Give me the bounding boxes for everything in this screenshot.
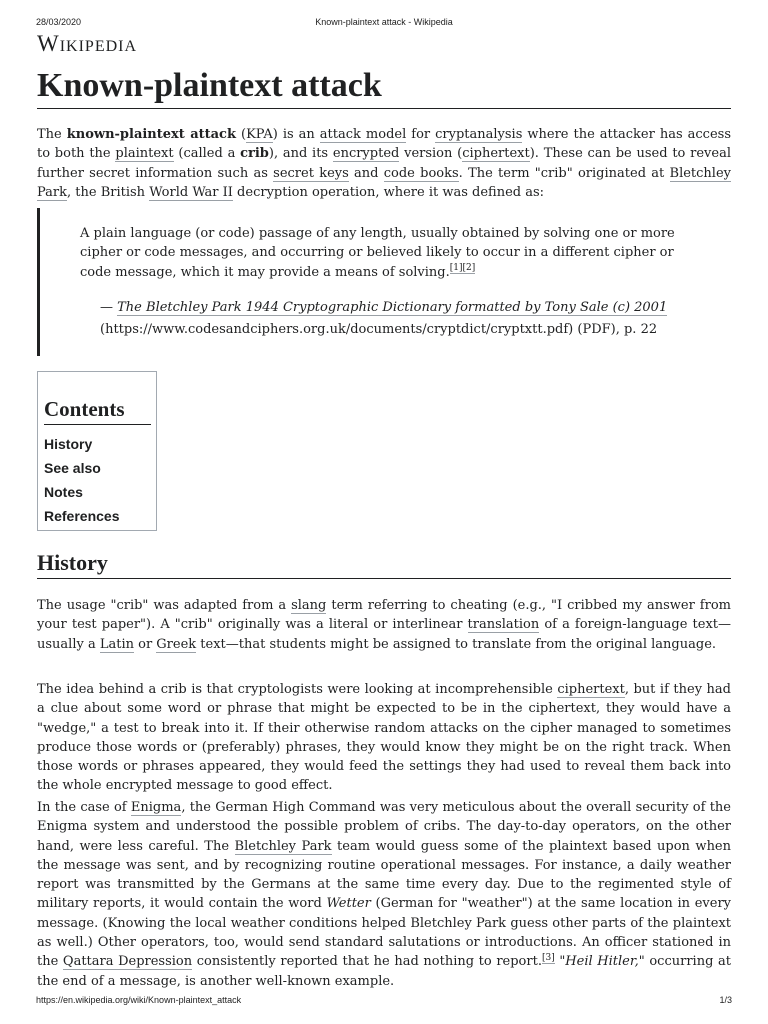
toc-item-references[interactable]: References xyxy=(44,508,120,524)
link-enigma[interactable]: Enigma xyxy=(130,800,182,815)
link-cryptanalysis[interactable]: cryptanalysis xyxy=(435,127,523,142)
link-qattara-depression[interactable]: Qattara Depression xyxy=(62,954,193,970)
link-slang[interactable]: slang xyxy=(291,598,327,613)
ref-1-link[interactable]: [1] xyxy=(449,263,463,274)
link-code-books[interactable]: code books xyxy=(383,165,459,181)
wordmark-rest: ikipedia xyxy=(59,31,138,56)
link-ciphertext[interactable]: ciphertext xyxy=(462,146,530,162)
print-header xyxy=(0,17,768,31)
definition-blockquote xyxy=(37,208,728,356)
section-heading-history: History xyxy=(37,548,731,579)
print-footer xyxy=(0,995,768,1009)
link-world-war-ii[interactable]: World War II xyxy=(149,184,233,200)
source-url: (https://www.codesandciphers.org.uk/documents/cryptdict/cryptxtt.pdf) xyxy=(100,322,574,337)
ref-2-link[interactable]: [2] xyxy=(462,263,476,274)
wordmark-initial: W xyxy=(37,31,60,56)
ref-3-link[interactable]: [3] xyxy=(541,953,555,964)
history-paragraph-1: The usage "crib" was adapted from a slang term referring to cheating (e.g., "I cribbed my answer from your test paper"). A "crib" originally was a literal or interlinear translation of a foreign-language text—usually a Latin or Greek text—that students might be assigned to translate from the original language. xyxy=(37,598,731,652)
link-secret-keys[interactable]: secret keys xyxy=(273,165,349,181)
history-paragraph-2: The idea behind a crib is that cryptologists were looking at incomprehensible ciphertext, but if they had a clue about some word or phrase that might be expected to be in the ciphertext, they would have a "wedge," a test to break into it. If their otherwise random attacks on the cipher managed to sometimes produce those words or (preferably) phrases, they would know they might be on the right track. When those words or phrases appeared, they would feed the settings they had used to reveal them back into the whole encrypted message to good effect. xyxy=(37,682,731,794)
link-ciphertext-2[interactable]: ciphertext xyxy=(557,682,625,697)
source-link[interactable]: The Bletchley Park 1944 Cryptographic Dictionary formatted by Tony Sale (c) 2001 xyxy=(117,300,668,315)
print-date: 28/03/2020 xyxy=(36,17,82,27)
link-bletchley-park[interactable]: Bletchley Park xyxy=(37,165,731,200)
wikipedia-wordmark[interactable] xyxy=(37,31,137,57)
toc-heading: Contents xyxy=(44,397,151,425)
toc-item-history[interactable]: History xyxy=(44,436,93,452)
toc-item-see-also[interactable]: See also xyxy=(44,460,101,476)
term-wetter: Wetter xyxy=(326,896,371,912)
print-url: https://en.wikipedia.org/wiki/Known-plaintext_attack xyxy=(36,995,242,1005)
link-latin[interactable]: Latin xyxy=(99,636,134,652)
link-plaintext[interactable]: plaintext xyxy=(115,146,174,162)
link-encrypted[interactable]: encrypted xyxy=(332,146,400,162)
link-attack-model[interactable]: attack model xyxy=(319,127,407,142)
link-kpa[interactable]: KPA xyxy=(246,127,273,142)
quote-text: A plain language (or code) passage of any length, usually obtained by solving one or more cipher or code messages, and occurring or believed likely to occur in a different cipher or code message, which it may provide a means of solving.[1][2] xyxy=(80,226,675,280)
toc-item-notes[interactable]: Notes xyxy=(44,484,83,500)
term-heil-hitler: "Heil Hitler," xyxy=(559,954,645,970)
print-page-number: 1/3 xyxy=(719,995,732,1005)
history-paragraph-3: In the case of Enigma, the German High Command was very meticulous about the overall security of the Enigma system and understood the possible problem of cribs. The day-to-day operators, on the other hand, were less careful. The Bletchley Park team would guess some of the plaintext based upon when the message was sent, and by recognizing routine operational messages. For instance, a daily weather report was transmitted by the Germans at the same time every day. Due to the regimented style of military reports, it would contain the word Wetter (German for "weather") at the same location in every message. (Knowing the local weather conditions helped Bletchley Park guess other parts of the plaintext as well.) Other operators, too, would send standard salutations or introductions. An officer stationed in the Qattara Depression consistently reported that he had nothing to report.[3] "Heil Hitler," occurring at the end of a message, is another well-known example. xyxy=(37,800,732,989)
term-kpa: known-plaintext attack xyxy=(66,127,236,142)
table-of-contents xyxy=(37,371,157,531)
link-translation[interactable]: translation xyxy=(467,617,540,633)
link-bletchley-park-2[interactable]: Bletchley Park xyxy=(234,838,332,854)
print-doc-title: Known-plaintext attack - Wikipedia xyxy=(315,17,453,27)
quote-source: — The Bletchley Park 1944 Cryptographic Dictionary formatted by Tony Sale (c) 2001 (https://www.codesandciphers.org.uk/documents/cryptdict/cryptxtt.pdf) (PDF), p. 22 xyxy=(100,300,668,337)
page-title: Known-plaintext attack xyxy=(37,66,731,109)
term-crib: crib xyxy=(240,146,269,162)
link-greek[interactable]: Greek xyxy=(156,636,197,652)
intro-paragraph: The known-plaintext attack (KPA) is an attack model for cryptanalysis where the attacker has access to both the plaintext (called a crib), and its encrypted version (ciphertext). These can be used to reveal further secret information such as secret keys and code books. The term "crib" originated at Bletchley Park, the British World War II decryption operation, where it was defined as: xyxy=(37,127,731,200)
